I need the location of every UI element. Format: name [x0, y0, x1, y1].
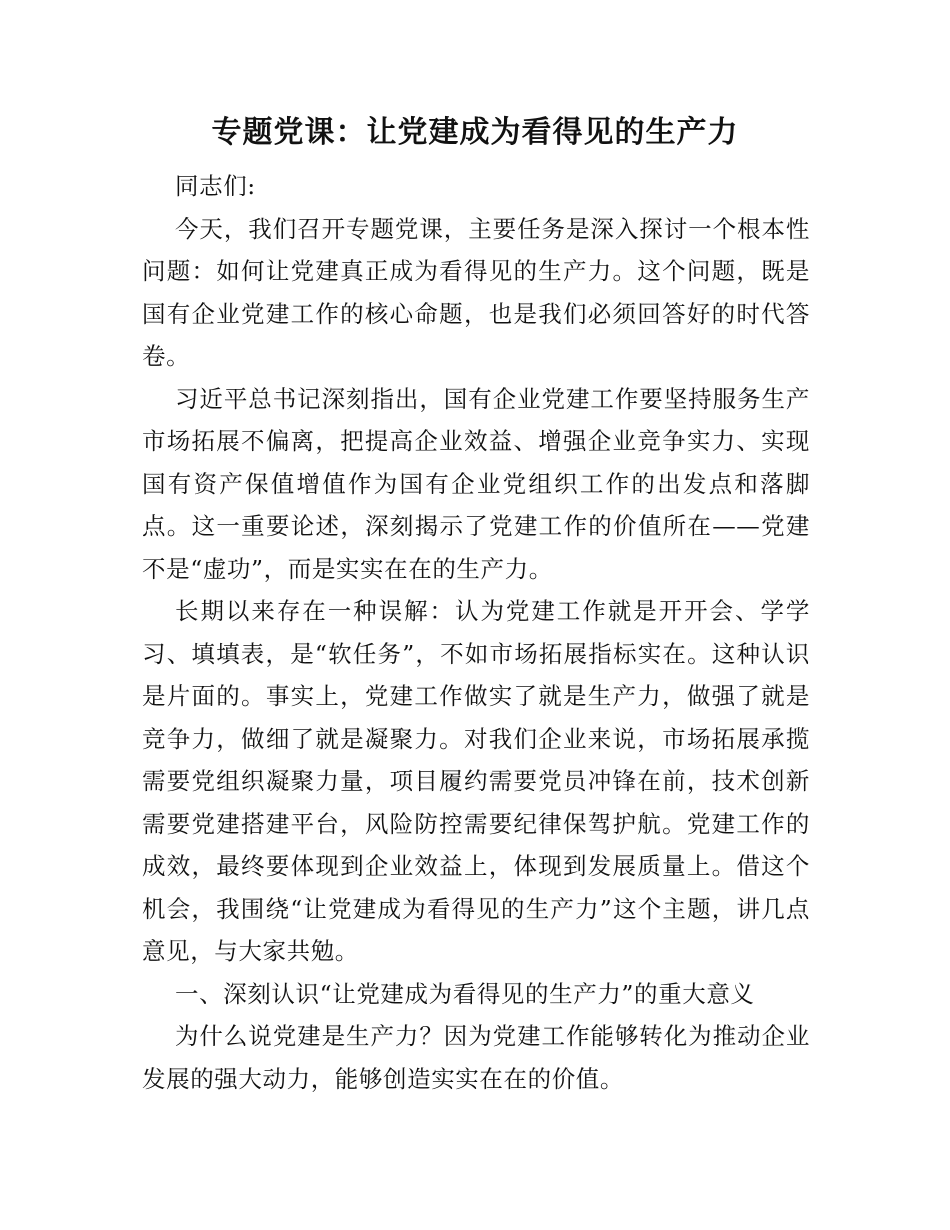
misconception-paragraph: 长期以来存在一种误解：认为党建工作就是开开会、学学习、填填表，是“软任务”，不如市场拓展指标实在。这种认识是片面的。事实上，党建工作做实了就是生产力，做强了就是竞争力，做细了就是凝聚力。对我们企业来说，市场拓展承揽需要党组织凝聚力量，项目履约需要党员冲锋在前，技术创新需要党建搭建平台，风险防控需要纪律保驾护航。党建工作的成效，最终要体现到企业效益上，体现到发展质量上。借这个机会，我围绕“让党建成为看得见的生产力”这个主题，讲几点意见，与大家共勉。	[142, 597, 810, 965]
intro-paragraph: 今天，我们召开专题党课，主要任务是深入探讨一个根本性问题：如何让党建真正成为看得见的生产力。这个问题，既是国有企业党建工作的核心命题，也是我们必须回答好的时代答卷。	[142, 214, 810, 370]
section-heading-1: 一、深刻认识“让党建成为看得见的生产力”的重大意义	[175, 979, 755, 1008]
document-title: 专题党课：让党建成为看得见的生产力	[211, 115, 739, 150]
document-body	[142, 165, 810, 1100]
section-1-paragraph: 为什么说党建是生产力？因为党建工作能够转化为推动企业发展的强大动力，能够创造实实在在的价值。	[142, 1022, 810, 1093]
quote-paragraph: 习近平总书记深刻指出，国有企业党建工作要坚持服务生产市场拓展不偏离，把提高企业效益、增强企业竞争实力、实现国有资产保值增值作为国有企业党组织工作的出发点和落脚点。这一重要论述，深刻揭示了党建工作的价值所在——党建不是“虚功”，而是实实在在的生产力。	[142, 384, 810, 583]
salutation-paragraph: 同志们:	[175, 172, 256, 200]
